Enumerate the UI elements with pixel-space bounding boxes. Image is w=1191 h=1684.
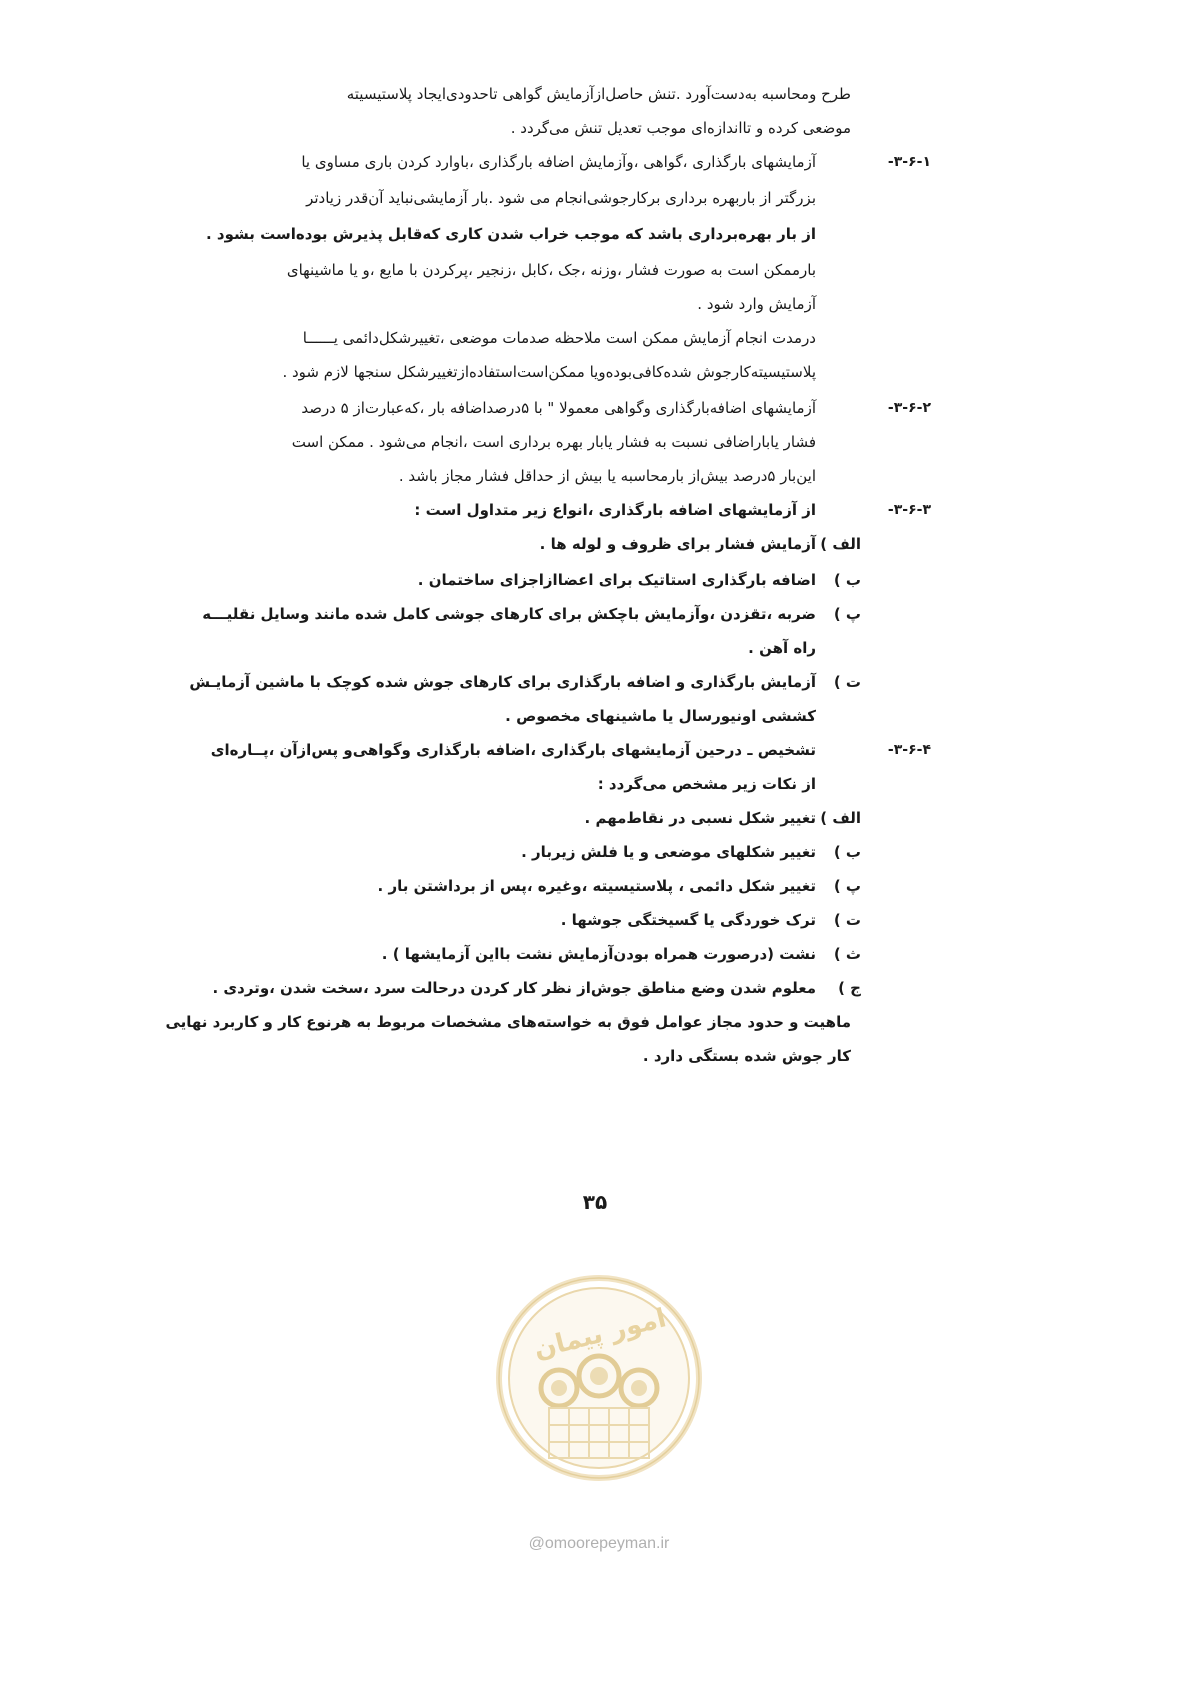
closing-line-1: ماهیت و حدود مجاز عوامل فوق به خواسته‌های مشخصات مربوط به هرنوع کار و کاربرد نهایی <box>165 1013 851 1031</box>
list-item-text: تغییر شکلهای موضعی و یا فلش زیربار . <box>521 843 816 861</box>
list-item-text: ضربه ،تقزدن ،وآزمایش باچکش برای کارهای جوشی کامل شده مانند وسایل نقلیـــه <box>202 605 816 623</box>
section-3-6-3-intro: از آزمایشهای اضافه بارگذاری ،انواع زیر متداول است : <box>414 501 816 519</box>
section-3-6-1-line-5: آزمایش وارد شود . <box>697 295 816 313</box>
section-3-6-4-line-2: از نکات زیر مشخص می‌گردد : <box>597 775 816 793</box>
list-item-text: اضافه بارگذاری استاتیک برای اعضا‌از‌اجزای ساختمان . <box>417 571 816 589</box>
list-item-text-continued: راه آهن . <box>748 639 816 657</box>
section-3-6-1-line-6: درمدت انجام آزمایش ممکن است ملاحظه صدمات موضعی ،تغییرشکل‌دائمی یــــــا <box>302 329 816 347</box>
watermark-logo-text: امور پیمان <box>530 1303 670 1366</box>
section-3-6-2-line-1: آزمایشهای اضافه‌بارگذاری وگواهی معمولا " با ۵درصداضافه بار ،که‌عبارت‌از ۵ درصد <box>301 399 816 417</box>
list-marker-alef: الف ) <box>820 535 861 553</box>
list-marker-alef: الف ) <box>820 809 861 827</box>
list-item-text: آزمایش فشار برای ظروف و لوله ها . <box>539 535 816 553</box>
list-item-text: ترک خوردگی یا گسیختگی جوشها . <box>560 911 816 929</box>
list-marker-be: ب ) <box>833 571 861 589</box>
section-3-6-2-line-2: فشار یابار‌اضافی نسبت به فشار یابار بهره برداری است ،انجام می‌شود . ممکن است <box>291 433 816 451</box>
list-marker-se: ث ) <box>833 945 861 963</box>
list-item-text: معلوم شدن وضع مناطق جوش‌از نظر کار کردن درحالت سرد ،سخت شدن ،وتردی . <box>212 979 816 997</box>
list-item-text-continued: کششی اونیورسال یا ماشینهای مخصوص . <box>505 707 816 725</box>
list-item-text: تغییر شکل نسبی در نقاط‌مهم . <box>584 809 816 827</box>
section-3-6-4-line-1: تشخیص ـ درحین آزمایشهای بارگذاری ،اضافه بارگذاری وگواهی‌و پس‌از‌آن ،پــاره‌ای <box>210 741 816 759</box>
list-item-text: نشت (درصورت همراه بودن‌آزمایش نشت بااین آزمایشها ) . <box>381 945 816 963</box>
section-number-3-6-3: ۳-۶-۳- <box>887 502 931 518</box>
list-marker-te: ت ) <box>833 911 861 929</box>
list-marker-be: ب ) <box>833 843 861 861</box>
section-3-6-1-line-2: بزرگتر از باربهره برداری برکارجوشی‌انجام می شود .بار آزمایشی‌نباید آن‌قدر زیادتر <box>306 189 816 207</box>
section-number-3-6-2: ۳-۶-۲- <box>887 400 931 416</box>
section-number-3-6-1: ۳-۶-۱- <box>887 154 931 170</box>
section-number-3-6-4: ۳-۶-۴- <box>887 742 931 758</box>
section-3-6-1-line-3: از بار بهره‌برداری باشد که موجب خراب شدن کاری که‌قابل پذیرش بوده‌است بشود . <box>206 225 816 243</box>
section-3-6-1-line-4: بارممکن است به صورت فشار ،وزنه ،جک ،کابل ،زنجیر ،پرکردن با مایع ،و یا ماشینهای <box>286 261 816 279</box>
list-marker-pe: پ ) <box>833 605 861 623</box>
section-3-6-1-line-7: پلاستیسیته‌کارجوش شده‌کافی‌بوده‌ویا ممکن‌است‌استفاده‌ازتغییرشکل سنجها لازم شود . <box>282 363 816 381</box>
list-item-text: آزمایش بارگذاری و اضافه بارگذاری برای کارهای جوش شده کوچک با ماشین آزمایـش <box>189 673 816 691</box>
list-marker-jim: ج ) <box>838 979 861 997</box>
intro-line-2: موضعی کرده و تااندازه‌ای موجب تعدیل تنش می‌گردد . <box>510 119 851 137</box>
list-item-text: تغییر شکل دائمی ، پلاستیسیته ،وغیره ،پس از برداشتن بار . <box>377 877 816 895</box>
section-3-6-1-line-1: آزمایشهای بارگذاری ،گواهی ،وآزمایش اضافه بارگذاری ،باوارد کردن باری مساوی یا <box>301 153 816 171</box>
section-3-6-2-line-3: این‌بار ۵درصد بیش‌از بارمحاسبه یا بیش از حداقل فشار مجاز باشد . <box>398 467 816 485</box>
watermark-stamp-logo <box>489 1268 709 1518</box>
page-number: ۳۵ <box>582 1190 608 1214</box>
list-marker-pe: پ ) <box>833 877 861 895</box>
closing-line-2: کار جوش شده بستگی دارد . <box>642 1047 851 1065</box>
watermark-caption: @omoorepeyman.ir <box>528 1535 670 1552</box>
intro-line-1: طرح ومحاسبه به‌دست‌آورد .تنش حاصل‌ازآزمایش گواهی تاحدودی‌ایجاد پلاستیسیته <box>346 85 851 103</box>
list-marker-te: ت ) <box>833 673 861 691</box>
